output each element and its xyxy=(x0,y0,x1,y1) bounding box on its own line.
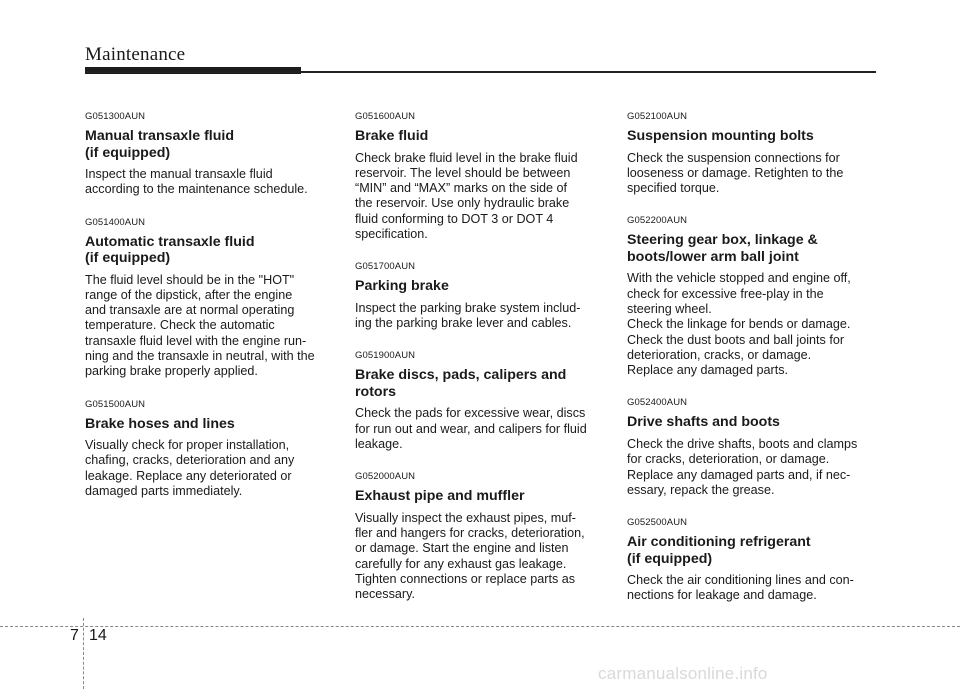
section-body: Inspect the parking brake system includ- ing the parking brake lever and cables. xyxy=(355,300,581,331)
section-body: The fluid level should be in the "HOT" range of the dipstick, after the engine and transaxle are at normal operating temperature. Check the automatic transaxle fluid level with the engine run- ning and the transaxle in neutral, with the parking brake properly applied. xyxy=(85,272,315,379)
column-1 xyxy=(85,111,335,518)
section-exhaust-pipe-and-muffler xyxy=(355,471,605,602)
section-brake-hoses-and-lines xyxy=(85,399,335,500)
column-2 xyxy=(355,111,605,622)
section-brake-discs-pads xyxy=(355,350,605,452)
section-body: Check brake fluid level in the brake fluid reservoir. The level should be between “MIN” and “MAX” marks on the side of the reservoir. Use only hydraulic brake fluid conforming to DOT 3 or DOT 4 specification. xyxy=(355,150,578,241)
section-parking-brake xyxy=(355,261,605,331)
section-title: Brake hoses and lines xyxy=(85,415,235,432)
section-body: Visually check for proper installation, chafing, cracks, deterioration and any leakage. Replace any deteriorated or damaged parts immediately. xyxy=(85,438,295,499)
section-air-conditioning-refrigerant xyxy=(627,517,877,604)
section-steering-gear-box xyxy=(627,215,877,378)
section-brake-fluid xyxy=(355,111,605,242)
watermark: carmanualsonline.info xyxy=(598,664,768,683)
section-title: Brake fluid xyxy=(355,128,429,144)
section-automatic-transaxle-fluid xyxy=(85,217,335,380)
section-code: G052400AUN xyxy=(627,397,688,409)
section-code: G051300AUN xyxy=(85,111,146,122)
header-rule xyxy=(85,71,876,73)
footer-dashed-rule xyxy=(0,626,960,627)
section-suspension-mounting-bolts xyxy=(627,111,877,196)
section-code: G051700AUN xyxy=(355,261,416,273)
section-code: G051400AUN xyxy=(85,216,146,228)
section-code: G051600AUN xyxy=(355,111,416,122)
page-header-title: Maintenance xyxy=(85,44,186,65)
section-code: G052000AUN xyxy=(355,471,416,483)
footer-dashed-divider xyxy=(83,618,84,689)
section-title: Exhaust pipe and muffler xyxy=(355,488,525,505)
section-code: G051500AUN xyxy=(85,398,146,410)
section-body: Check the suspension connections for looseness or damage. Retighten to the specified torque. xyxy=(627,150,844,196)
section-title: Automatic transaxle fluid (if equipped) xyxy=(85,233,255,267)
section-code: G051900AUN xyxy=(355,350,416,362)
section-code: G052500AUN xyxy=(627,517,688,529)
section-body: Check the pads for excessive wear, discs for run out and wear, and calipers for fluid leakage. xyxy=(355,406,587,451)
section-title: Air conditioning refrigerant (if equipped) xyxy=(627,534,811,567)
section-title: Manual transaxle fluid (if equipped) xyxy=(85,128,235,161)
section-title: Brake discs, pads, calipers and rotors xyxy=(355,367,567,400)
chapter-number: 7 xyxy=(70,627,79,644)
page-number: 14 xyxy=(89,627,107,644)
section-code: G052100AUN xyxy=(627,111,688,122)
section-title: Suspension mounting bolts xyxy=(627,128,814,144)
section-drive-shafts-and-boots xyxy=(627,397,877,498)
section-body: Inspect the manual transaxle fluid according to the maintenance schedule. xyxy=(85,167,308,197)
section-body: Check the air conditioning lines and con- nections for leakage and damage. xyxy=(627,573,854,603)
section-body: Visually inspect the exhaust pipes, muf- fler and hangers for cracks, deterioration, or damage. Start the engine and listen carefully for any exhaust gas leakage. Tighten connections or replace parts as necessary. xyxy=(355,510,585,602)
section-title: Drive shafts and boots xyxy=(627,414,780,431)
column-3 xyxy=(627,111,877,623)
section-code: G052200AUN xyxy=(627,215,688,227)
section-manual-transaxle-fluid xyxy=(85,111,335,198)
section-title: Parking brake xyxy=(355,278,449,295)
section-body: With the vehicle stopped and engine off, check for excessive free-play in the steering wheel. Check the linkage for bends or damage. Check the dust boots and ball joints for deterioration, cracks, or damage. Replace any damaged parts. xyxy=(627,271,851,378)
section-title: Steering gear box, linkage & boots/lower arm ball joint xyxy=(627,232,818,265)
section-body: Check the drive shafts, boots and clamps for cracks, deterioration, or damage. Replace any damaged parts and, if nec- essary, repack the grease. xyxy=(627,436,858,497)
